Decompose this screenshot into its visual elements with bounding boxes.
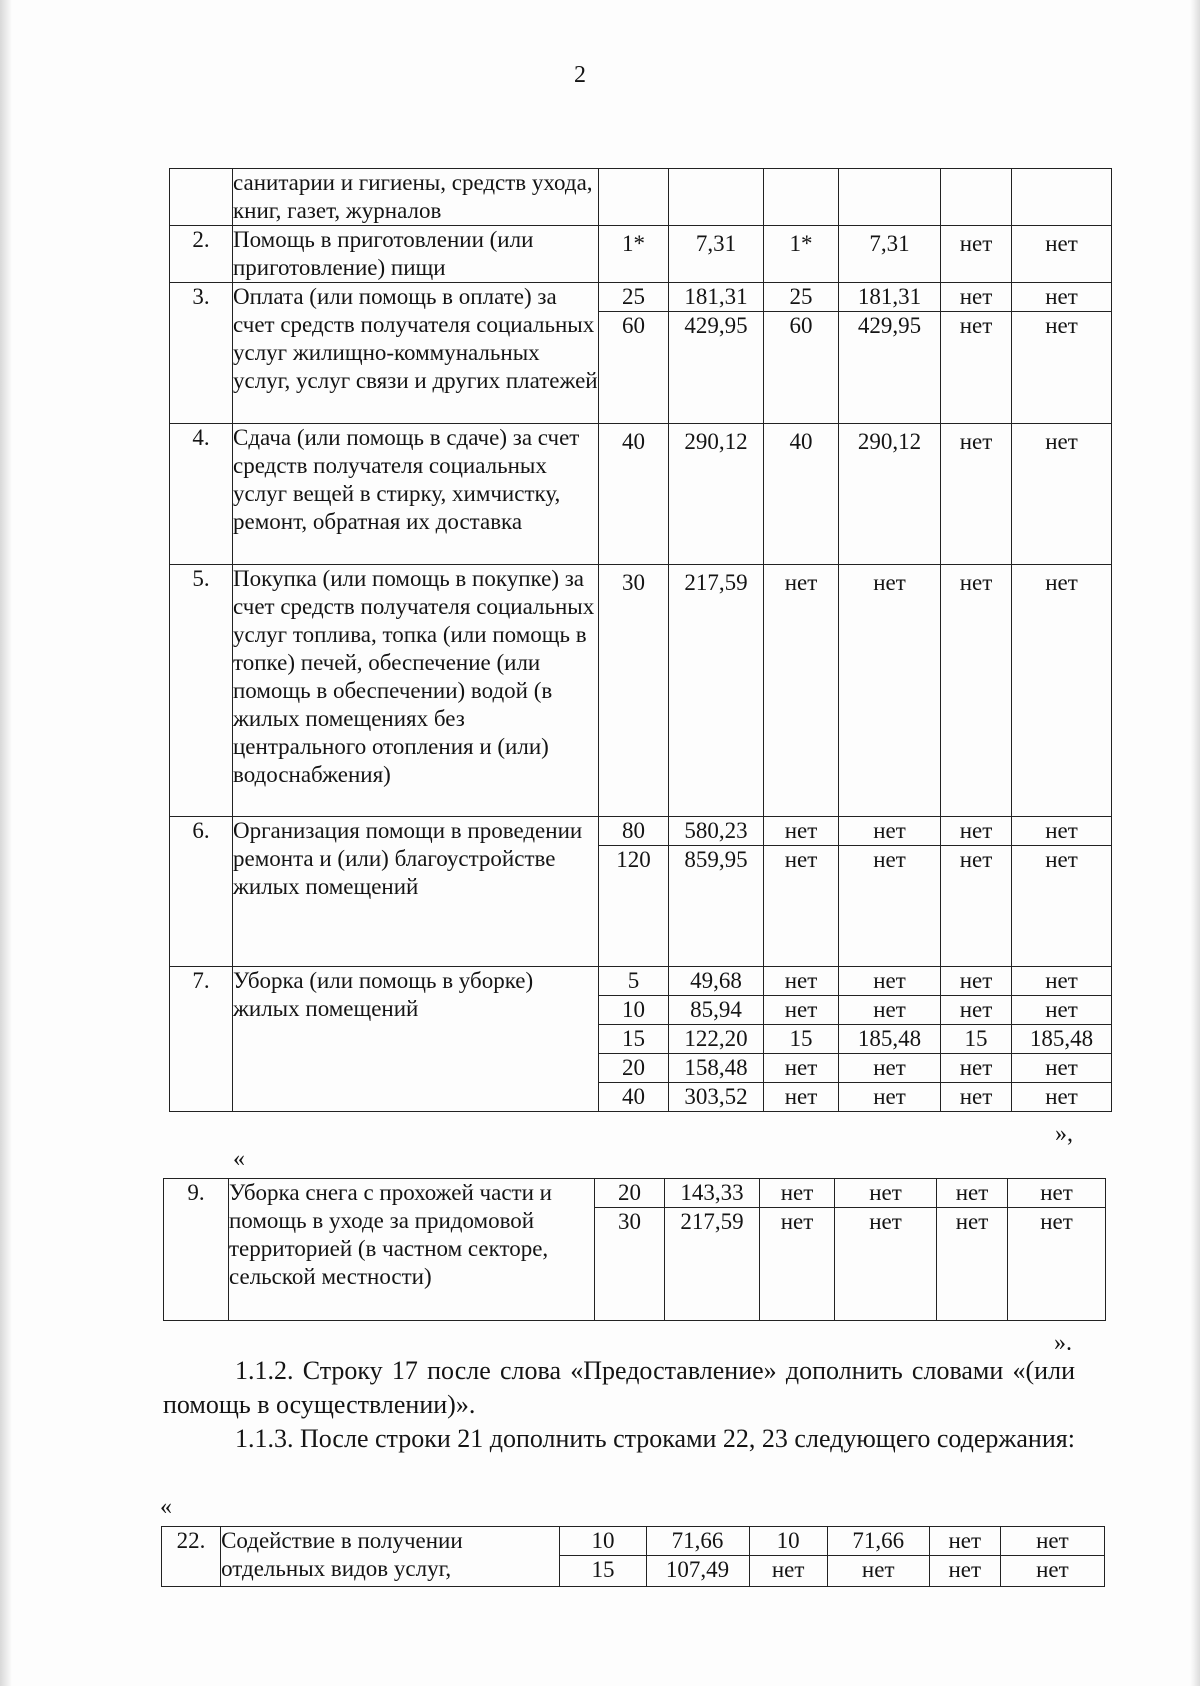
cell-value: нет: [1012, 283, 1111, 312]
cell-value: [764, 169, 838, 201]
paragraph-1-1-3: 1.1.3. После строки 21 дополнить строками 22, 23 следующего содержания:: [235, 1424, 1075, 1453]
cell-value: нет: [869, 1209, 902, 1234]
scan-edge-right: [1190, 0, 1200, 1686]
service-description: Уборка (или помощь в уборке) жилых помещений: [233, 967, 599, 1112]
cell-value: 185,48: [1012, 1025, 1111, 1054]
service-description: Содействие в получении отдельных видов услуг,: [221, 1527, 560, 1587]
volume-c-cell: [929, 1527, 1000, 1587]
cell-value: нет: [930, 1527, 1000, 1556]
price-a-cell: [669, 565, 764, 817]
cell-value: 30: [622, 570, 645, 595]
volume-b-cell: [749, 1527, 827, 1587]
cell-value: 120: [616, 847, 651, 872]
cell-value: 181,31: [839, 283, 940, 312]
service-description: Организация помощи в проведении ремонта и (или) благоустройстве жилых помещений: [233, 817, 599, 967]
cell-value: 5: [599, 967, 668, 996]
cell-value: нет: [1036, 1557, 1069, 1582]
volume-c-cell: [941, 565, 1012, 817]
volume-a-cell: [560, 1527, 646, 1587]
cell-value: 71,66: [828, 1527, 929, 1556]
table-row: [164, 1179, 1106, 1321]
closing-quote-1: »,: [1055, 1121, 1073, 1147]
cell-value: нет: [873, 570, 906, 595]
volume-b-cell: [764, 169, 839, 226]
row-number: [170, 169, 233, 226]
cell-value: 217,59: [680, 1209, 744, 1234]
cell-value: нет: [959, 570, 993, 595]
cell-value: 15: [591, 1557, 615, 1582]
cell-value: нет: [835, 1179, 936, 1208]
price-b-cell: [839, 226, 941, 283]
cell-value: 290,12: [684, 429, 748, 454]
service-description: санитарии и гигиены, средств ухода, книг, газет, журналов: [233, 169, 599, 226]
cell-value: нет: [1012, 817, 1111, 846]
volume-c-cell: [941, 424, 1012, 565]
cell-value: нет: [1045, 1084, 1078, 1109]
volume-a-cell: [599, 565, 669, 817]
price-a-cell: [665, 1179, 760, 1321]
row-number: 2.: [170, 226, 233, 283]
volume-a-cell: [599, 424, 669, 565]
volume-a-cell: [595, 1179, 665, 1321]
cell-value: нет: [764, 967, 838, 996]
volume-b-cell: [764, 565, 839, 817]
price-c-cell: [1012, 565, 1112, 817]
cell-value: нет: [941, 996, 1011, 1025]
cell-value: нет: [771, 1557, 805, 1582]
price-a-cell: [669, 226, 764, 283]
price-b-cell: [827, 1527, 929, 1587]
cell-value: нет: [955, 1209, 989, 1234]
cell-value: 859,95: [684, 847, 748, 872]
cell-value: нет: [948, 1557, 982, 1582]
volume-a-cell: [599, 817, 669, 967]
price-a-cell: [646, 1527, 749, 1587]
row-number: 6.: [170, 817, 233, 967]
cell-value: 20: [595, 1179, 664, 1208]
cell-value: нет: [959, 231, 993, 256]
table-row: [170, 967, 1112, 1112]
cell-value: нет: [861, 1557, 895, 1582]
cell-value: нет: [873, 1084, 906, 1109]
cell-value: 1*: [789, 231, 813, 256]
cell-value: [669, 169, 763, 201]
cell-value: нет: [1045, 570, 1078, 595]
volume-a-cell: [599, 169, 669, 226]
cell-value: 429,95: [684, 313, 748, 338]
cell-value: нет: [839, 817, 940, 846]
price-b-cell: [839, 565, 941, 817]
volume-c-cell: [941, 817, 1012, 967]
cell-value: нет: [959, 313, 993, 338]
cell-value: 60: [622, 313, 645, 338]
cell-value: 429,95: [857, 313, 922, 338]
cell-value: 290,12: [857, 429, 922, 454]
cell-value: 49,68: [669, 967, 763, 996]
cell-value: нет: [937, 1179, 1007, 1208]
volume-c-cell: [941, 169, 1012, 226]
price-c-cell: [1000, 1527, 1104, 1587]
cell-value: [599, 169, 668, 201]
cell-value: нет: [764, 1054, 838, 1083]
cell-value: нет: [839, 967, 940, 996]
cell-value: 181,31: [669, 283, 763, 312]
cell-value: 1*: [622, 231, 645, 256]
price-c-cell: [1012, 283, 1112, 424]
service-description: Сдача (или помощь в сдаче) за счет средств получателя социальных услуг вещей в стирку, химчистку, ремонт, обратная их доставка: [233, 424, 599, 565]
cell-value: нет: [1040, 1209, 1073, 1234]
table-row: [162, 1527, 1105, 1587]
cell-value: 10: [599, 996, 668, 1025]
price-c-cell: [1012, 424, 1112, 565]
cell-value: [1012, 169, 1111, 201]
table-row: [170, 565, 1112, 817]
paragraph-1-1-2: 1.1.2. Строку 17 после слова «Предоставление» дополнить словами «(или помощь в осуществлении)».: [163, 1356, 1075, 1419]
volume-c-cell: [941, 283, 1012, 424]
cell-value: нет: [1012, 996, 1111, 1025]
volume-b-cell: [760, 1179, 835, 1321]
cell-value: 185,48: [839, 1025, 940, 1054]
volume-b-cell: [764, 817, 839, 967]
price-a-cell: [669, 169, 764, 226]
cell-value: нет: [1045, 429, 1078, 454]
cell-value: нет: [1045, 847, 1078, 872]
price-a-cell: [669, 283, 764, 424]
price-b-cell: [839, 424, 941, 565]
price-c-cell: [1012, 817, 1112, 967]
cell-value: нет: [1012, 1054, 1111, 1083]
volume-b-cell: [764, 424, 839, 565]
cell-value: нет: [839, 1054, 940, 1083]
volume-a-cell: [599, 283, 669, 424]
services-table-continued: [169, 168, 1112, 1112]
cell-value: нет: [873, 847, 906, 872]
cell-value: нет: [941, 967, 1011, 996]
cell-value: 40: [622, 429, 645, 454]
closing-quote-2: ».: [1054, 1330, 1072, 1356]
cell-value: 10: [750, 1527, 827, 1556]
cell-value: нет: [784, 847, 818, 872]
price-b-cell: [839, 283, 941, 424]
cell-value: 7,31: [869, 231, 910, 256]
cell-value: 107,49: [665, 1557, 730, 1582]
price-b-cell: [839, 169, 941, 226]
volume-c-cell: [937, 1179, 1008, 1321]
price-b-cell: [839, 817, 941, 967]
price-c-cell: [1008, 1179, 1106, 1321]
volume-b-cell: [764, 226, 839, 283]
table-row: [170, 283, 1112, 424]
cell-value: нет: [839, 996, 940, 1025]
cell-value: нет: [941, 817, 1011, 846]
cell-value: 25: [599, 283, 668, 312]
cell-value: [839, 169, 940, 201]
cell-value: 15: [764, 1025, 838, 1054]
volume-c-cell: [941, 967, 1012, 1112]
cell-value: нет: [959, 1084, 993, 1109]
volume-b-cell: [764, 283, 839, 424]
cell-value: нет: [784, 1084, 818, 1109]
cell-value: 85,94: [669, 996, 763, 1025]
service-description: Уборка снега с прохожей части и помощь в уходе за придомовой территорией (в частном секторе, сельской местности): [229, 1179, 595, 1321]
cell-value: 303,52: [684, 1084, 748, 1109]
cell-value: 30: [618, 1209, 641, 1234]
table-row: [170, 226, 1112, 283]
price-c-cell: [1012, 226, 1112, 283]
cell-value: 40: [622, 1084, 645, 1109]
cell-value: 7,31: [695, 231, 737, 256]
table-row: [170, 817, 1112, 967]
cell-value: нет: [780, 1209, 814, 1234]
cell-value: нет: [1008, 1179, 1105, 1208]
price-b-cell: [835, 1179, 937, 1321]
opening-quote-3: «: [160, 1494, 172, 1520]
cell-value: нет: [784, 570, 818, 595]
cell-value: нет: [1045, 313, 1078, 338]
service-description: Покупка (или помощь в покупке) за счет средств получателя социальных услуг топлива, топка (или помощь в топке) печей, обеспечение (или помощь в обеспечении) водой (в жилых помещениях без центрального отопления и (или) водоснабжения): [233, 565, 599, 817]
service-description: Помощь в приготовлении (или приготовление) пищи: [233, 226, 599, 283]
table-row: [170, 424, 1112, 565]
cell-value: нет: [764, 996, 838, 1025]
volume-b-cell: [764, 967, 839, 1112]
cell-value: нет: [959, 429, 993, 454]
row-number: 9.: [164, 1179, 229, 1321]
cell-value: 15: [941, 1025, 1011, 1054]
cell-value: 143,33: [665, 1179, 759, 1208]
page-number: 2: [574, 62, 586, 88]
price-b-cell: [839, 967, 941, 1112]
service-description: Оплата (или помощь в оплате) за счет средств получателя социальных услуг жилищно-коммунальных услуг, услуг связи и других платежей: [233, 283, 599, 424]
cell-value: нет: [941, 283, 1011, 312]
price-c-cell: [1012, 967, 1112, 1112]
cell-value: нет: [959, 847, 993, 872]
cell-value: нет: [1001, 1527, 1104, 1556]
row-number: 5.: [170, 565, 233, 817]
cell-value: 15: [599, 1025, 668, 1054]
cell-value: нет: [1012, 967, 1111, 996]
row-number: 4.: [170, 424, 233, 565]
cell-value: 122,20: [669, 1025, 763, 1054]
price-c-cell: [1012, 169, 1112, 226]
cell-value: 40: [789, 429, 813, 454]
cell-value: 217,59: [684, 570, 748, 595]
scan-edge-left: [0, 0, 12, 1686]
cell-value: 71,66: [647, 1527, 749, 1556]
price-a-cell: [669, 817, 764, 967]
new-rows-table: [161, 1526, 1105, 1587]
volume-a-cell: [599, 967, 669, 1112]
cell-value: 580,23: [669, 817, 763, 846]
row-number: 7.: [170, 967, 233, 1112]
cell-value: [941, 169, 1011, 201]
volume-c-cell: [941, 226, 1012, 283]
row-number: 22.: [162, 1527, 221, 1587]
cell-value: нет: [764, 817, 838, 846]
row-number: 3.: [170, 283, 233, 424]
cell-value: 158,48: [669, 1054, 763, 1083]
snow-removal-table: [163, 1178, 1106, 1321]
cell-value: нет: [1045, 231, 1078, 256]
cell-value: нет: [941, 1054, 1011, 1083]
volume-a-cell: [599, 226, 669, 283]
price-a-cell: [669, 967, 764, 1112]
cell-value: 10: [560, 1527, 645, 1556]
opening-quote-2: «: [233, 1146, 245, 1172]
table-row: [170, 169, 1112, 226]
cell-value: 20: [599, 1054, 668, 1083]
cell-value: нет: [760, 1179, 834, 1208]
cell-value: 80: [599, 817, 668, 846]
price-a-cell: [669, 424, 764, 565]
cell-value: 60: [789, 313, 813, 338]
cell-value: 25: [764, 283, 838, 312]
